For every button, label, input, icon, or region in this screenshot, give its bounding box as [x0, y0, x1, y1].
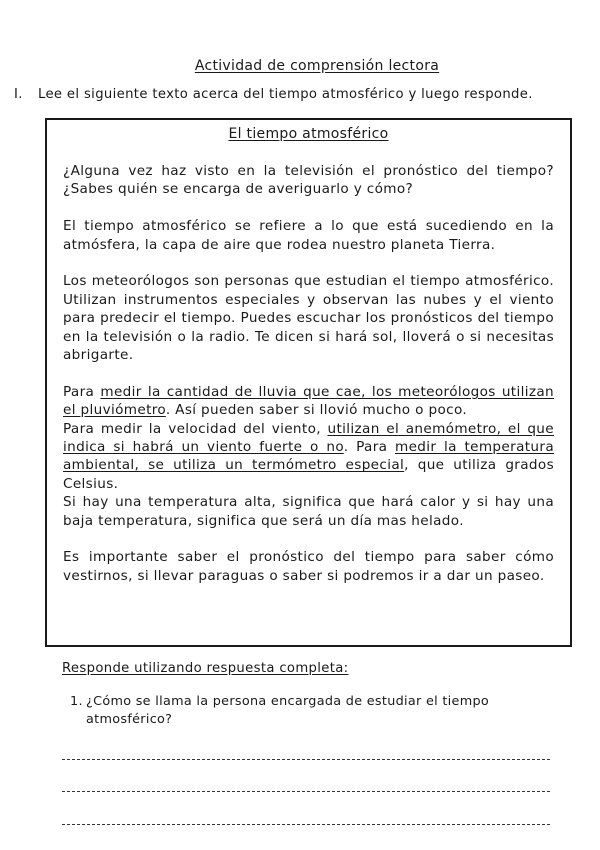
- instruction-number: I.: [14, 87, 23, 102]
- thermometer-underlined: medir la temperatura ambiental, se utiliza un termómetro especial: [63, 439, 555, 474]
- answer-line-3[interactable]: [62, 824, 550, 825]
- instruction: [14, 87, 533, 102]
- paragraph-meteorologists: Los meteorólogos son personas que estudian el tiempo atmosférico. Utilizan instrumentos especiales y observan las nubes y el viento para predecir el tiempo. Puedes escuchar los pronósticos del tiempo en la televisión o la radio. Te dicen si hará sol, lloverá o si necesitas abrigarte.: [63, 273, 554, 364]
- reading-box: [45, 118, 572, 647]
- question-1-text: ¿Cómo se llama la persona encargada de estudiar el tiempo atmosférico?: [86, 694, 490, 727]
- question-1: [70, 693, 540, 729]
- wind-mid: . Para: [343, 439, 395, 456]
- anemometer-underlined: utilizan el anemómetro, el que indica si habrá un viento fuerte o no: [63, 420, 554, 456]
- answer-line-1[interactable]: [62, 759, 550, 760]
- wind-lead: Para medir la velocidad del viento,: [63, 420, 328, 437]
- question-1-number: 1.: [70, 694, 83, 709]
- reading-title: [47, 126, 570, 142]
- wind-tail: , que utiliza grados Celsius.: [63, 457, 555, 492]
- reading-title-text: El tiempo atmosférico: [228, 126, 389, 142]
- answer-line-2[interactable]: [62, 791, 550, 792]
- paragraph-rain-gauge: [63, 383, 554, 420]
- rain-gauge-tail: . Así pueden saber si llovió mucho o poco.: [165, 402, 468, 419]
- reading-text: [63, 162, 554, 585]
- paragraph-definition: El tiempo atmosférico se refiere a lo que está sucediendo en la atmósfera, la capa de aire que rodea nuestro planeta Tierra.: [63, 218, 554, 253]
- questions-heading: Responde utilizando respuesta completa:: [62, 661, 349, 676]
- paragraph-intro: ¿Alguna vez haz visto en la televisión el pronóstico del tiempo? ¿Sabes quién se encarga de averiguarlo y cómo?: [63, 163, 554, 198]
- rain-gauge-underlined: medir la cantidad de lluvia que cae, los meteorólogos utilizan el pluviómetro: [63, 383, 554, 419]
- worksheet-title-text: Actividad de comprensión lectora: [194, 58, 440, 74]
- instruction-text: Lee el siguiente texto acerca del tiempo atmosférico y luego responde.: [38, 87, 533, 102]
- paragraph-wind-temperature: [63, 420, 554, 494]
- worksheet-title: [0, 58, 600, 74]
- paragraph-importance: Es importante saber el pronóstico del tiempo para saber cómo vestirnos, si llevar paraguas o saber si podremos ir a dar un paseo.: [63, 549, 554, 584]
- rain-gauge-lead: Para: [63, 383, 101, 400]
- paragraph-temperature: Si hay una temperatura alta, significa que hará calor y si hay una baja temperatura, significa que será un día mas helado.: [63, 494, 554, 529]
